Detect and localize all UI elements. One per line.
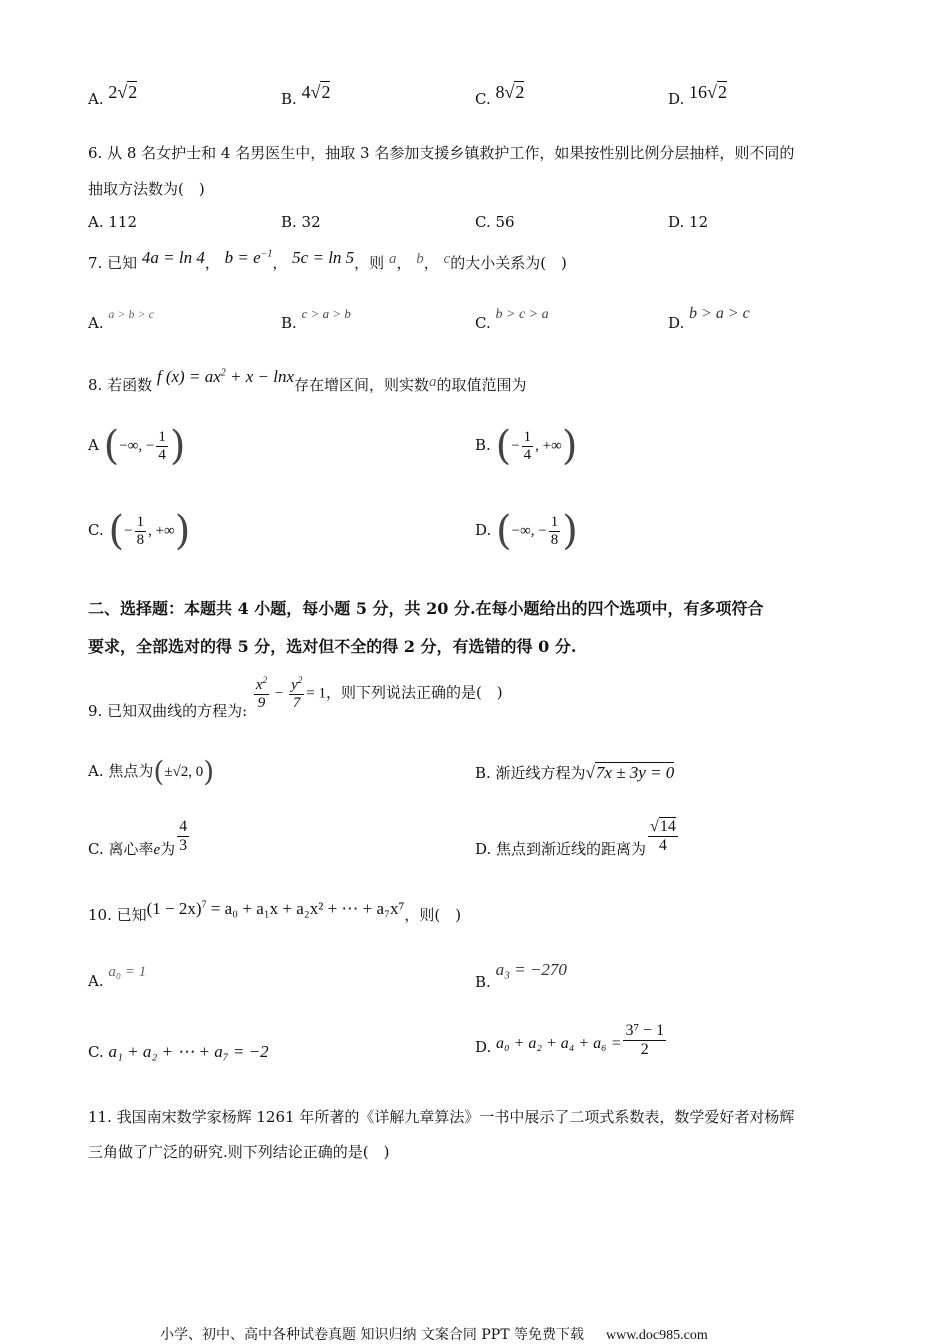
section-heading-line2: 要求，全部选对的得 5 分，选对但不全的得 2 分，有选错的得 0 分.: [88, 637, 577, 656]
formula: 5c = ln 5: [292, 248, 355, 267]
q8-option-c: C. (− $\frac{1}{8}$ , +∞): [88, 508, 191, 554]
q6-option-d: D. 12: [668, 213, 709, 231]
formula: 4a = ln 4: [141, 248, 205, 267]
q5-option-c: C. 8√2: [475, 82, 525, 108]
formula: b = e: [224, 248, 261, 267]
option-label: C.: [475, 90, 491, 108]
q5-option-a: A. 2√2: [88, 82, 138, 108]
formula: f $(x) = ax^2 + x - \ln x$: [156, 367, 294, 386]
q7-option-c: C. b > c > a: [475, 307, 549, 332]
q7-option-a: A. $^{a > b > c}$: [88, 307, 154, 332]
section-heading-line1: 二、选择题：本题共 4 小题，每小题 5 分，共 20 分.在每小题给出的四个选项中，有多项符合: [88, 599, 764, 618]
option-label: B.: [281, 90, 297, 108]
formula: $(1 - 2x)^7 = a_0 + a_1x + a_2x^2$ + ⋯ + a₇x⁷: [146, 899, 405, 918]
q11-stem-line1: 11. 我国南宋数学家杨辉 1261 年所著的《详解九章算法》一书中展示了二项式系数表，数学爱好者对杨辉: [88, 1108, 795, 1126]
q7-option-d: D. b > a > c: [668, 305, 750, 332]
q6-stem-line2: 抽取方法数为( ): [88, 180, 205, 198]
q6-option-c: C. 56: [475, 213, 515, 231]
q8-option-a: A (−∞, − $\frac{1}{4}$ ): [88, 423, 186, 469]
q10-option-a: A. a₀ = 1: [88, 964, 147, 990]
q9-stem: 9. 已知双曲线的方程为: $\frac{x^2}{9}$ − $\frac{y^2}{7}$ = 1，则下列说法正确的是( ): [88, 675, 503, 720]
q9-option-a: A. 焦点为(±√2, 0): [88, 755, 215, 788]
q5-option-d: D. 16√2: [668, 82, 727, 108]
q9-option-c: C. 离心率e为 $\frac{4}{3}$: [88, 818, 188, 859]
q8-option-b: B. (− $\frac{1}{4}$ , +∞): [475, 423, 578, 469]
q11-stem-line2: 三角做了广泛的研究.则下列结论正确的是( ): [88, 1143, 390, 1161]
q10-option-d: D. a₀ + a₂ + a₄ + a₆ = $\frac{\text{3⁷ − 1}}{2}$: [475, 1022, 665, 1058]
page-footer: [160, 1324, 708, 1344]
q10-option-c: C. a₁ + a₂ + ⋯ + a₇ = −2: [88, 1042, 269, 1061]
option-value: 8: [495, 82, 505, 102]
footer-text: 小学、初中、高中各种试卷真题 知识归纳 文案合同 PPT 等免费下载: [160, 1327, 584, 1343]
option-value: 2: [108, 82, 118, 102]
q9-option-d: D. 焦点到渐近线的距离为 $\frac{√14}{4}$: [475, 818, 676, 859]
q7-stem: 7. 已知 4a = ln 4， $b = e^{-1}$， 5c = ln 5，则 a， b， c的大小关系为( ): [88, 248, 567, 272]
q7-option-b: B. c > a > b: [281, 306, 351, 332]
q6-option-b: B. 32: [281, 213, 321, 231]
q8-option-d: D. (−∞, − $\frac{1}{8}$ ): [475, 508, 578, 554]
option-label: D.: [668, 90, 685, 108]
q5-option-b: B. 4√2: [281, 82, 331, 108]
q9-option-b: B. 渐近线方程为√7x ± 3y = 0: [475, 763, 675, 782]
option-value: 4: [301, 82, 311, 102]
q10-stem: 10. 已知$(1 - 2x)^7 = a_0 + a_1x + a_2x^2$ + ⋯ + a₇x⁷，则( ): [88, 899, 462, 924]
q8-stem: 8. 若函数 f $(x) = ax^2 + x - \ln x$存在增区间，则实数a的取值范围为: [88, 367, 527, 394]
option-value: 16: [689, 82, 708, 102]
q10-option-b: B. a₃ = −270: [475, 960, 567, 991]
option-label: A.: [88, 90, 104, 108]
footer-url[interactable]: www.doc985.com: [605, 1328, 708, 1343]
q6-option-a: A. 112: [88, 213, 137, 231]
q6-stem-line1: 6. 从 8 名女护士和 4 名男医生中，抽取 3 名参加支援乡镇救护工作，如果按性别比例分层抽样，则不同的: [88, 144, 795, 162]
